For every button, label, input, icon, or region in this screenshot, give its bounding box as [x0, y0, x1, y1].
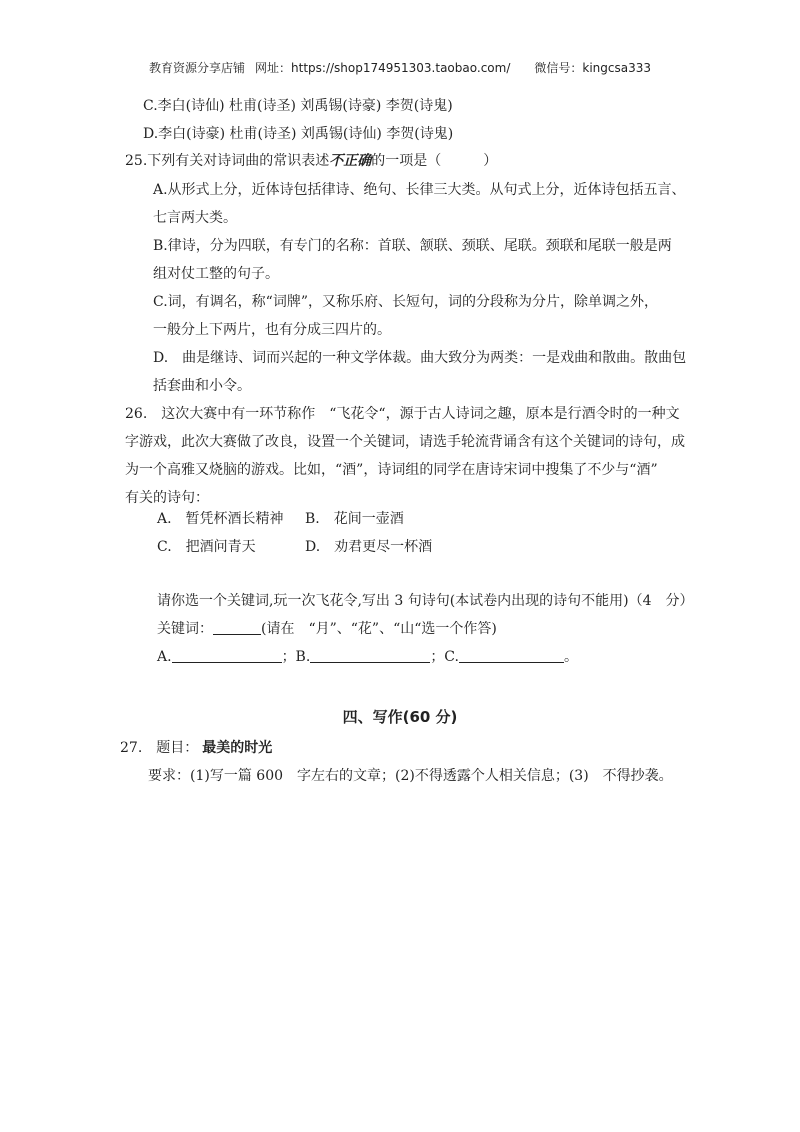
answer-a-blank[interactable] [172, 648, 282, 663]
answer-c-label: ；C. [430, 649, 459, 665]
q25-option-b-line2: 组对仗工整的句子。 [153, 266, 279, 282]
q25-stem [125, 151, 497, 171]
q25-option-c-line2: 一般分上下两片，也有分成三四片的。 [153, 322, 391, 338]
q27-label: 27. 题目： [120, 740, 199, 756]
q27-topic [120, 738, 272, 758]
q26-option-d: D. 劝君更尽一杯酒 [305, 539, 433, 555]
answer-a-label: A. [157, 649, 172, 665]
q26-keyword-line [157, 619, 497, 639]
q26-answer-line [157, 647, 578, 667]
page-header [0, 58, 800, 78]
q25-stem-post: 的一项是（ ） [371, 153, 498, 169]
wechat-id: kingcsa333 [582, 61, 652, 75]
q25-option-c-line1: C.词，有调名，称“词牌”，又称乐府、长短句，词的分段称为分片，除单调之外， [153, 294, 658, 310]
q26-para-line2: 字游戏，此次大赛做了改良，设置一个关键词，请选手轮流背诵含有这个关键词的诗句，成 [125, 434, 685, 450]
q26-option-c: C. 把酒问青天 [157, 539, 256, 555]
q26-task: 请你选一个关键词,玩一次飞花令,写出 3 句诗句(本试卷内出现的诗句不能用)（4 分） [157, 593, 694, 609]
shop-name: 教育资源分享店铺 [148, 61, 245, 75]
wechat-label: 微信号： [534, 61, 583, 75]
q24-option-d: D.李白(诗豪) 杜甫(诗圣) 刘禹锡(诗仙) 李贺(诗鬼) [143, 126, 454, 142]
section-title-writing: 四、写作(60 分) [342, 708, 458, 726]
q25-stem-emphasis: 不正确 [329, 153, 372, 169]
q26-option-a: A. 暂凭杯酒长精神 [157, 511, 284, 527]
q25-option-b-line1: B.律诗，分为四联，有专门的名称：首联、颔联、颈联、尾联。颈联和尾联一般是两 [153, 238, 672, 254]
answer-c-blank[interactable] [459, 648, 564, 663]
q25-option-d-line1: D. 曲是继诗、词而兴起的一种文学体裁。曲大致分为两类：一是戏曲和散曲。散曲包 [153, 350, 687, 366]
q27-title: 最美的时光 [202, 740, 273, 756]
q25-stem-pre: 25.下列有关对诗词曲的常识表述 [125, 153, 330, 169]
q25-option-d-line2: 括套曲和小令。 [153, 378, 251, 394]
q24-option-c: C.李白(诗仙) 杜甫(诗圣) 刘禹锡(诗豪) 李贺(诗鬼) [143, 98, 453, 114]
q26-para-line3: 为一个高雅又烧脑的游戏。比如，“酒”，诗词组的同学在唐诗宋词中搜集了不少与“酒” [125, 462, 658, 478]
keyword-blank[interactable] [213, 620, 261, 635]
answer-end: 。 [563, 649, 578, 665]
keyword-label: 关键词： [157, 621, 213, 637]
q26-option-b: B. 花间一壶酒 [305, 511, 404, 527]
q26-para-line4: 有关的诗句： [125, 490, 209, 506]
answer-b-label: ；B. [281, 649, 311, 665]
answer-b-blank[interactable] [310, 648, 430, 663]
url-label: 网址： [255, 61, 292, 75]
q26-para-line1: 26. 这次大赛中有一环节称作 “飞花令“，源于古人诗词之趣，原本是行酒令时的一种文 [125, 406, 680, 422]
q25-option-a-line1: A.从形式上分，近体诗包括律诗、绝句、长律三大类。从句式上分，近体诗包括五言、 [153, 182, 686, 198]
keyword-hint: (请在 “月”、“花”、“山“选一个作答) [261, 621, 497, 637]
shop-url[interactable]: https://shop174951303.taobao.com/ [291, 61, 511, 75]
q25-option-a-line2: 七言两大类。 [153, 210, 237, 226]
q27-requirements: 要求：(1)写一篇 600 字左右的文章；(2)不得透露个人相关信息；(3) 不得抄袭。 [148, 768, 673, 784]
